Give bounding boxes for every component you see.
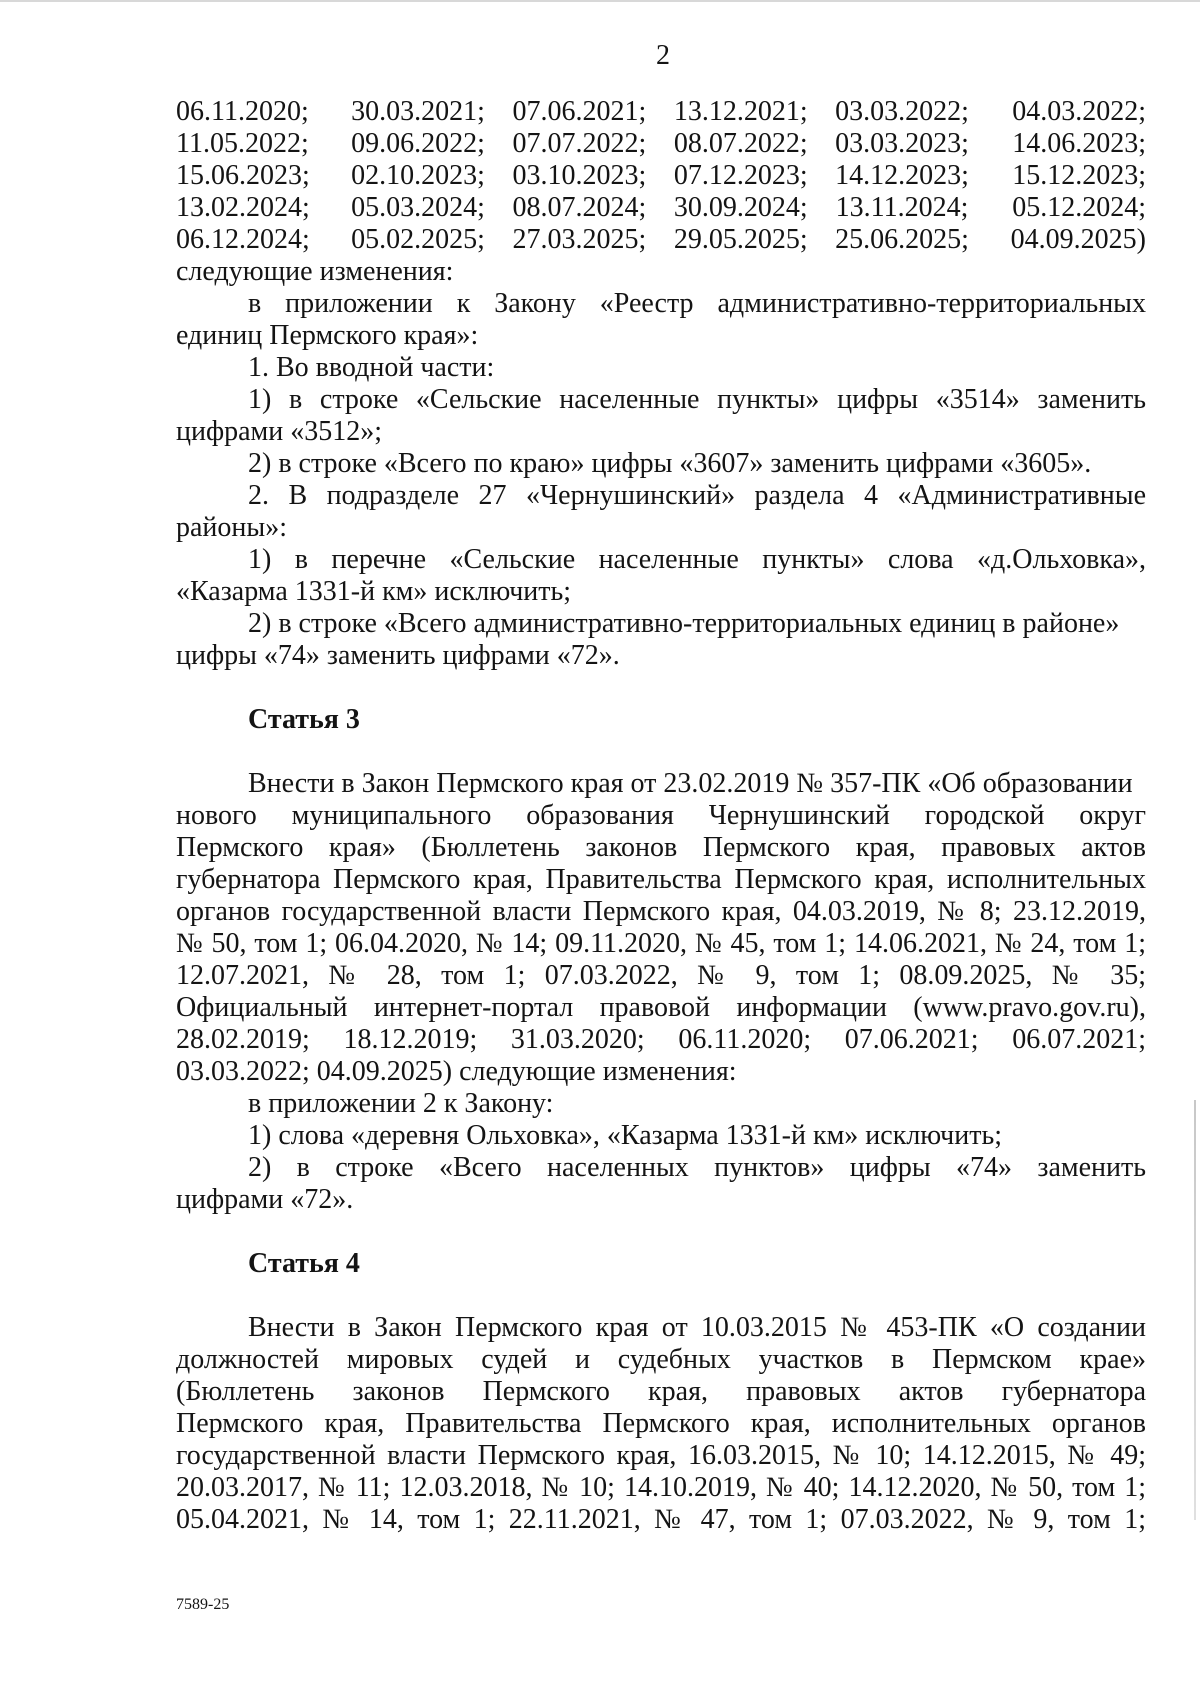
date-cell: 15.12.2023; — [1012, 160, 1146, 191]
dates-row — [176, 160, 1146, 192]
dates-row — [176, 128, 1146, 160]
document-code: 7589-25 — [176, 1596, 230, 1613]
text-lines — [176, 256, 1146, 1536]
text-line: 05.04.2021, № 14, том 1; 22.11.2021, № 47, том 1; 07.03.2022, № 9, том 1; — [176, 1504, 1146, 1535]
date-cell: 08.07.2022; — [673, 128, 808, 159]
date-cell: 03.10.2023; — [512, 160, 647, 191]
text-line: 20.03.2017, № 11; 12.03.2018, № 10; 14.10.2019, № 40; 14.12.2020, № 50, том 1; — [176, 1472, 1146, 1503]
date-cell: 05.02.2025; — [351, 224, 485, 255]
text-line: цифрами «3512»; — [176, 416, 383, 447]
text-line: № 50, том 1; 06.04.2020, № 14; 09.11.2020, № 45, том 1; 14.06.2021, № 24, том 1; — [176, 928, 1146, 959]
scan-edge-right — [1194, 1100, 1196, 1520]
text-line: в приложении 2 к Закону: — [248, 1088, 554, 1119]
date-cell: 29.05.2025; — [673, 224, 808, 255]
date-cell: 27.03.2025; — [512, 224, 647, 255]
spacer — [176, 1280, 1146, 1312]
date-cell: 30.03.2021; — [351, 96, 485, 127]
date-cell: 03.03.2022; — [835, 96, 969, 127]
date-cell: 07.06.2021; — [512, 96, 647, 127]
document-body — [176, 96, 1146, 1536]
text-line: 2) в строке «Всего по краю» цифры «3607» заменить цифрами «3605». — [248, 448, 1092, 479]
text-line: цифрами «72». — [176, 1184, 354, 1215]
date-cell: 05.12.2024; — [1012, 192, 1146, 223]
text-line: единиц Пермского края»: — [176, 320, 479, 351]
date-cell: 08.07.2024; — [512, 192, 647, 223]
text-line: в приложении к Закону «Реестр административно-территориальных — [248, 288, 1146, 319]
scan-edge-top — [0, 0, 1200, 2]
text-line: Внести в Закон Пермского края от 23.02.2019 № 357-ПК «Об образовании — [248, 768, 1133, 799]
text-line: органов государственной власти Пермского края, 04.03.2019, № 8; 23.12.2019, — [176, 896, 1146, 927]
text-line: «Казарма 1331-й км» исключить; — [176, 576, 572, 607]
text-line: районы»: — [176, 512, 287, 543]
date-cell: 07.07.2022; — [512, 128, 647, 159]
date-cell: 05.03.2024; — [351, 192, 485, 223]
text-line: 2. В подразделе 27 «Чернушинский» раздела 4 «Административные — [248, 480, 1146, 511]
text-line: государственной власти Пермского края, 16.03.2015, № 10; 14.12.2015, № 49; — [176, 1440, 1146, 1471]
date-cell: 07.12.2023; — [673, 160, 808, 191]
dates-row — [176, 192, 1146, 224]
date-cell: 09.06.2022; — [351, 128, 485, 159]
date-cell: 04.09.2025) — [1010, 224, 1146, 255]
date-cell: 13.02.2024; — [176, 192, 310, 223]
text-line: 2) в строке «Всего административно-территориальных единиц в районе» — [248, 608, 1120, 639]
text-line: Официальный интернет-портал правовой информации (www.pravo.gov.ru), — [176, 992, 1146, 1023]
date-cell: 25.06.2025; — [835, 224, 969, 255]
text-line: цифры «74» заменить цифрами «72». — [176, 640, 620, 671]
text-line: 1. Во вводной части: — [248, 352, 495, 383]
date-cell: 06.11.2020; — [176, 96, 309, 127]
dates-row — [176, 96, 1146, 128]
text-line: Пермского края, Правительства Пермского края, исполнительных органов — [176, 1408, 1146, 1439]
date-cell: 11.05.2022; — [176, 128, 309, 159]
text-line: 03.03.2022; 04.09.2025) следующие изменения: — [176, 1056, 737, 1087]
date-cell: 02.10.2023; — [351, 160, 485, 191]
date-cell: 03.03.2023; — [835, 128, 969, 159]
date-cell: 14.06.2023; — [1012, 128, 1146, 159]
date-cell: 04.03.2022; — [1012, 96, 1146, 127]
date-cell: 13.12.2021; — [673, 96, 808, 127]
text-line: (Бюллетень законов Пермского края, правовых актов губернатора — [176, 1376, 1146, 1407]
article-heading: Статья 3 — [248, 704, 360, 735]
date-cell: 30.09.2024; — [673, 192, 808, 223]
text-line: 12.07.2021, № 28, том 1; 07.03.2022, № 9, том 1; 08.09.2025, № 35; — [176, 960, 1146, 991]
text-line: нового муниципального образования Чернушинский городской округ — [176, 800, 1146, 831]
text-line: должностей мировых судей и судебных участков в Пермском крае» — [176, 1344, 1146, 1375]
spacer — [176, 672, 1146, 704]
text-line: 2) в строке «Всего населенных пунктов» цифры «74» заменить — [248, 1152, 1146, 1183]
article-heading: Статья 4 — [248, 1248, 360, 1279]
text-line: 1) слова «деревня Ольховка», «Казарма 1331-й км» исключить; — [248, 1120, 1002, 1151]
date-cell: 14.12.2023; — [835, 160, 969, 191]
text-line: 1) в перечне «Сельские населенные пункты» слова «д.Ольховка», — [248, 544, 1146, 575]
text-line: Внести в Закон Пермского края от 10.03.2015 № 453-ПК «О создании — [248, 1312, 1146, 1343]
dates-table — [176, 96, 1146, 256]
dates-row — [176, 224, 1146, 256]
spacer — [176, 736, 1146, 768]
text-line: Пермского края» (Бюллетень законов Пермского края, правовых актов — [176, 832, 1146, 863]
spacer — [176, 1216, 1146, 1248]
date-cell: 13.11.2024; — [835, 192, 969, 223]
page-number: 2 — [656, 40, 670, 71]
text-line: 28.02.2019; 18.12.2019; 31.03.2020; 06.11.2020; 07.06.2021; 06.07.2021; — [176, 1024, 1146, 1055]
text-line: губернатора Пермского края, Правительства Пермского края, исполнительных — [176, 864, 1146, 895]
date-cell: 15.06.2023; — [176, 160, 310, 191]
text-line: 1) в строке «Сельские населенные пункты» цифры «3514» заменить — [248, 384, 1146, 415]
text-line: следующие изменения: — [176, 256, 454, 287]
date-cell: 06.12.2024; — [176, 224, 310, 255]
